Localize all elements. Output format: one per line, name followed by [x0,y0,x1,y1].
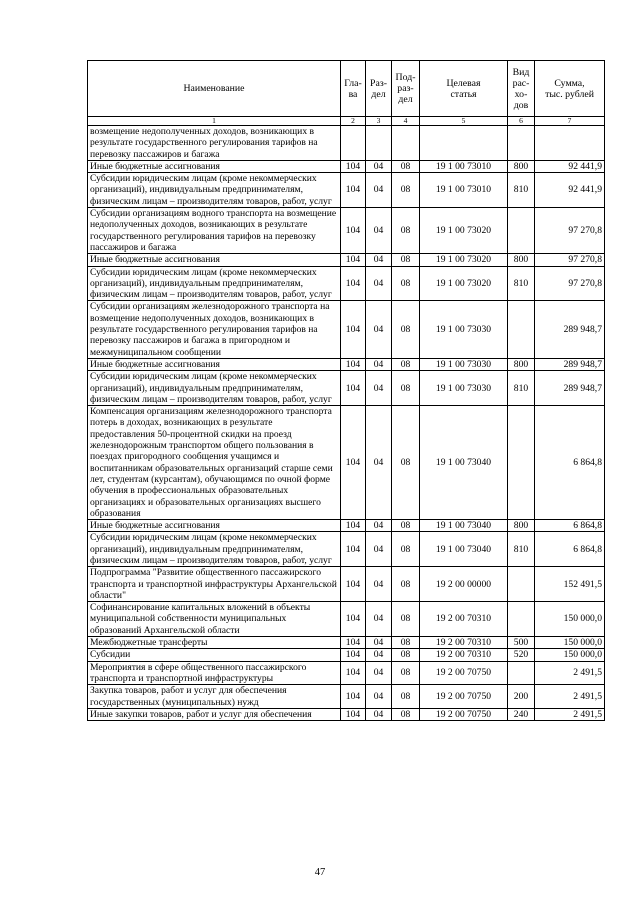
row-section [366,126,392,161]
row-amount: 6 864,8 [535,406,605,520]
row-subsection: 08 [392,371,420,406]
row-amount: 6 864,8 [535,532,605,567]
column-number: 7 [535,117,605,126]
row-subsection: 08 [392,532,420,567]
column-number: 6 [508,117,535,126]
header-chapter: Гла- ва [341,61,366,117]
row-expense-type: 810 [508,371,535,406]
header-subsection: Под- раз- дел [392,61,420,117]
row-name: Компенсация организациям железнодорожного транспорта потерь в доходах, возникающих в результате предоставления 50-процентной скидки на проезд железнодорожным транспортом общего пользования в поездах пригородного сообщения учащимся и воспитанникам образовательных организаций старше семи лет, студентам (курсантам), обучающимся по очной форме обучения в профессиональных образовательных организациях и образовательных организациях высшего образования [88,406,341,520]
row-section: 04 [366,708,392,720]
row-target: 19 1 00 73040 [420,406,508,520]
budget-table [87,60,605,721]
table-row [88,371,605,406]
row-amount: 150 000,0 [535,649,605,661]
row-amount: 2 491,5 [535,708,605,720]
row-name: Субсидии юридическим лицам (кроме некоммерческих организаций), индивидуальным предпринимателям, физическим лицам – производителям товаров, работ, услуг [88,266,341,301]
row-target: 19 1 00 73030 [420,358,508,370]
row-name: Закупка товаров, работ и услуг для обеспечения государственных (муниципальных) нужд [88,685,341,709]
row-subsection [392,126,420,161]
row-amount: 289 948,7 [535,358,605,370]
row-chapter: 104 [341,208,366,254]
row-name: Субсидии юридическим лицам (кроме некоммерческих организаций), индивидуальным предпринимателям, физическим лицам – производителям товаров, работ, услуг [88,371,341,406]
row-target: 19 1 00 73040 [420,532,508,567]
row-expense-type: 240 [508,708,535,720]
row-chapter: 104 [341,406,366,520]
row-subsection: 08 [392,649,420,661]
row-expense-type [508,301,535,358]
row-chapter: 104 [341,371,366,406]
row-section: 04 [366,266,392,301]
row-amount: 150 000,0 [535,602,605,637]
row-chapter: 104 [341,254,366,266]
row-chapter: 104 [341,173,366,208]
row-name: Межбюджетные трансферты [88,637,341,649]
row-expense-type [508,126,535,161]
row-chapter [341,126,366,161]
row-section: 04 [366,254,392,266]
table-row [88,208,605,254]
row-expense-type: 810 [508,532,535,567]
row-section: 04 [366,173,392,208]
row-name: Субсидии [88,649,341,661]
row-target: 19 1 00 73030 [420,301,508,358]
column-number: 2 [341,117,366,126]
row-amount: 6 864,8 [535,520,605,532]
table-row [88,406,605,520]
row-target: 19 1 00 73010 [420,160,508,172]
row-section: 04 [366,160,392,172]
row-expense-type [508,602,535,637]
row-chapter: 104 [341,567,366,602]
row-target: 19 1 00 73020 [420,208,508,254]
row-subsection: 08 [392,406,420,520]
row-subsection: 08 [392,160,420,172]
table-row [88,301,605,358]
row-amount: 289 948,7 [535,301,605,358]
row-name: Субсидии организациям железнодорожного транспорта на возмещение недополученных доходов, возникающих в результате государственного регулирования тарифов на перевозку пассажиров и багажа в пригородном и межмуниципальном сообщении [88,301,341,358]
row-subsection: 08 [392,254,420,266]
row-target: 19 1 00 73030 [420,371,508,406]
row-subsection: 08 [392,637,420,649]
row-name: Иные бюджетные ассигнования [88,358,341,370]
row-subsection: 08 [392,208,420,254]
row-section: 04 [366,685,392,709]
row-subsection: 08 [392,661,420,685]
row-amount: 92 441,9 [535,173,605,208]
row-target: 19 1 00 73010 [420,173,508,208]
row-target [420,126,508,161]
row-target: 19 2 00 70310 [420,649,508,661]
row-expense-type: 800 [508,358,535,370]
row-chapter: 104 [341,637,366,649]
row-chapter: 104 [341,520,366,532]
row-amount: 92 441,9 [535,160,605,172]
row-name: Подпрограмма "Развитие общественного пассажирского транспорта и транспортной инфраструктуры Архангельской области" [88,567,341,602]
row-section: 04 [366,301,392,358]
row-chapter: 104 [341,266,366,301]
row-amount: 150 000,0 [535,637,605,649]
row-subsection: 08 [392,173,420,208]
row-expense-type: 200 [508,685,535,709]
column-number: 5 [420,117,508,126]
row-expense-type: 810 [508,266,535,301]
table-row [88,520,605,532]
row-subsection: 08 [392,567,420,602]
row-name: Иные закупки товаров, работ и услуг для обеспечения [88,708,341,720]
row-target: 19 2 00 70750 [420,661,508,685]
row-expense-type: 800 [508,160,535,172]
table-row [88,567,605,602]
row-chapter: 104 [341,301,366,358]
row-target: 19 2 00 70750 [420,685,508,709]
row-section: 04 [366,602,392,637]
row-name: Субсидии организациям водного транспорта на возмещение недополученных доходов, возникающих в результате государственного регулирования тарифов на перевозку пассажиров и багажа [88,208,341,254]
table-row [88,661,605,685]
row-section: 04 [366,637,392,649]
row-subsection: 08 [392,708,420,720]
row-section: 04 [366,532,392,567]
header-expense-type: Вид рас- хо- дов [508,61,535,117]
table-row [88,266,605,301]
row-target: 19 2 00 70310 [420,637,508,649]
row-subsection: 08 [392,685,420,709]
row-expense-type [508,406,535,520]
column-number-row [88,117,605,126]
header-target: Целевая статья [420,61,508,117]
row-expense-type: 810 [508,173,535,208]
row-chapter: 104 [341,160,366,172]
row-section: 04 [366,208,392,254]
row-chapter: 104 [341,358,366,370]
row-amount: 152 491,5 [535,567,605,602]
row-section: 04 [366,649,392,661]
row-amount: 2 491,5 [535,685,605,709]
header-amount: Сумма, тыс. рублей [535,61,605,117]
row-expense-type [508,661,535,685]
row-name: Мероприятия в сфере общественного пассажирского транспорта и транспортной инфраструктуры [88,661,341,685]
row-name: Субсидии юридическим лицам (кроме некоммерческих организаций), индивидуальным предпринимателям, физическим лицам – производителям товаров, работ, услуг [88,532,341,567]
table-row [88,173,605,208]
table-body [88,126,605,721]
row-chapter: 104 [341,708,366,720]
row-expense-type: 800 [508,520,535,532]
row-chapter: 104 [341,661,366,685]
row-name: Иные бюджетные ассигнования [88,254,341,266]
row-subsection: 08 [392,520,420,532]
page-number: 47 [314,867,326,878]
column-number: 1 [88,117,341,126]
row-name: Субсидии юридическим лицам (кроме некоммерческих организаций), индивидуальным предпринимателям, физическим лицам – производителям товаров, работ, услуг [88,173,341,208]
row-expense-type: 500 [508,637,535,649]
table-row [88,602,605,637]
row-section: 04 [366,371,392,406]
row-expense-type: 520 [508,649,535,661]
row-expense-type [508,208,535,254]
row-chapter: 104 [341,685,366,709]
row-amount: 289 948,7 [535,371,605,406]
row-target: 19 1 00 73020 [420,254,508,266]
row-target: 19 2 00 00000 [420,567,508,602]
table-row [88,126,605,161]
row-section: 04 [366,358,392,370]
row-expense-type [508,567,535,602]
table-row [88,358,605,370]
row-subsection: 08 [392,266,420,301]
row-target: 19 2 00 70750 [420,708,508,720]
row-amount: 97 270,8 [535,266,605,301]
column-number: 3 [366,117,392,126]
table-row [88,637,605,649]
row-amount [535,126,605,161]
row-amount: 97 270,8 [535,254,605,266]
row-name: Иные бюджетные ассигнования [88,160,341,172]
row-target: 19 1 00 73040 [420,520,508,532]
header-row [88,61,605,117]
table-row [88,708,605,720]
header-name: Наименование [88,61,341,117]
row-target: 19 2 00 70310 [420,602,508,637]
row-section: 04 [366,661,392,685]
row-section: 04 [366,567,392,602]
row-name: Иные бюджетные ассигнования [88,520,341,532]
row-amount: 2 491,5 [535,661,605,685]
row-chapter: 104 [341,532,366,567]
row-subsection: 08 [392,358,420,370]
row-subsection: 08 [392,301,420,358]
table-row [88,532,605,567]
row-chapter: 104 [341,602,366,637]
table-row [88,254,605,266]
column-number: 4 [392,117,420,126]
row-subsection: 08 [392,602,420,637]
row-expense-type: 800 [508,254,535,266]
row-name: Софинансирование капитальных вложений в объекты муниципальной собственности муниципальных образований Архангельской области [88,602,341,637]
row-chapter: 104 [341,649,366,661]
row-section: 04 [366,406,392,520]
header-section: Раз- дел [366,61,392,117]
row-name: возмещение недополученных доходов, возникающих в результате государственного регулирования тарифов на перевозку пассажиров и багажа [88,126,341,161]
table-row [88,685,605,709]
table-row [88,160,605,172]
row-target: 19 1 00 73020 [420,266,508,301]
row-section: 04 [366,520,392,532]
row-amount: 97 270,8 [535,208,605,254]
table-row [88,649,605,661]
